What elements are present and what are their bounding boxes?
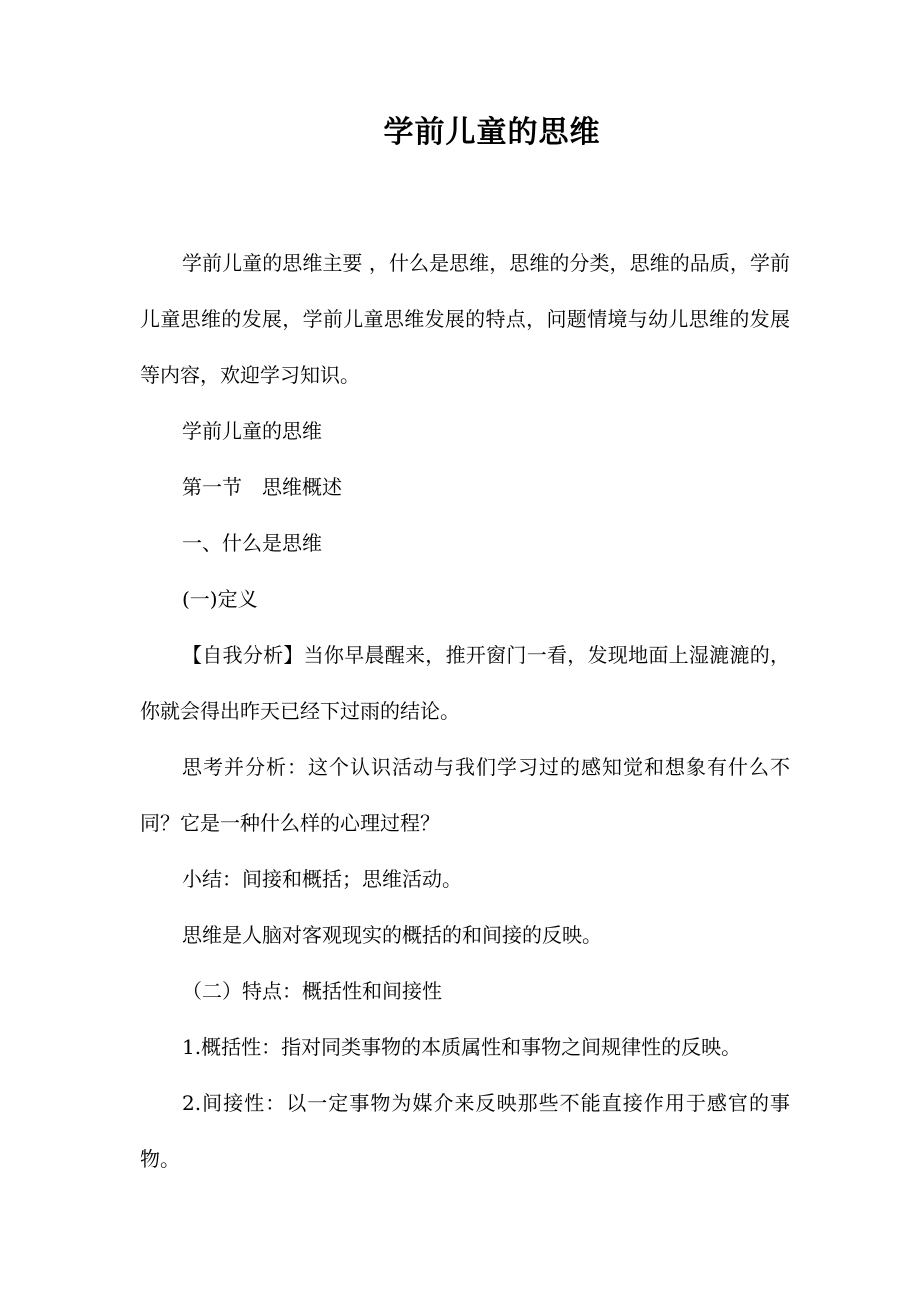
paragraph-summary: 小结：间接和概括；思维活动。 [182,867,462,891]
paragraph-subtitle: 学前儿童的思维 [182,419,322,443]
paragraph-generality: 1.概括性：指对同类事物的本质属性和事物之间规律性的反映。 [182,1035,742,1059]
definition-heading: (一)定义 [182,587,258,611]
features-heading: （二）特点：概括性和间接性 [182,979,442,1003]
paragraph-definition: 思维是人脑对客观现实的概括的和间接的反映。 [182,923,602,947]
paragraph-think-analyze: 思考并分析：这个认识活动与我们学习过的感知觉和想象有什么不同？它是一种什么样的心理过程？ [140,755,790,835]
document-body [140,235,790,1187]
paragraph-indirectness: 2.间接性：以一定事物为媒介来反映那些不能直接作用于感官的事物。 [140,1091,790,1171]
paragraph-intro: 学前儿童的思维主要 ，什么是思维，思维的分类，思维的品质，学前儿童思维的发展，学前儿童思维发展的特点，问题情境与幼儿思维的发展等内容，欢迎学习知识。 [140,251,790,387]
paragraph-self-analysis: 【自我分析】当你早晨醒来，推开窗门一看，发现地面上湿漉漉的，你就会得出昨天已经下过雨的结论。 [140,643,790,723]
section-heading: 第一节 思维概述 [182,475,342,499]
document-title: 学前儿童的思维 [383,115,601,150]
subsection-heading: 一、什么是思维 [182,531,322,555]
